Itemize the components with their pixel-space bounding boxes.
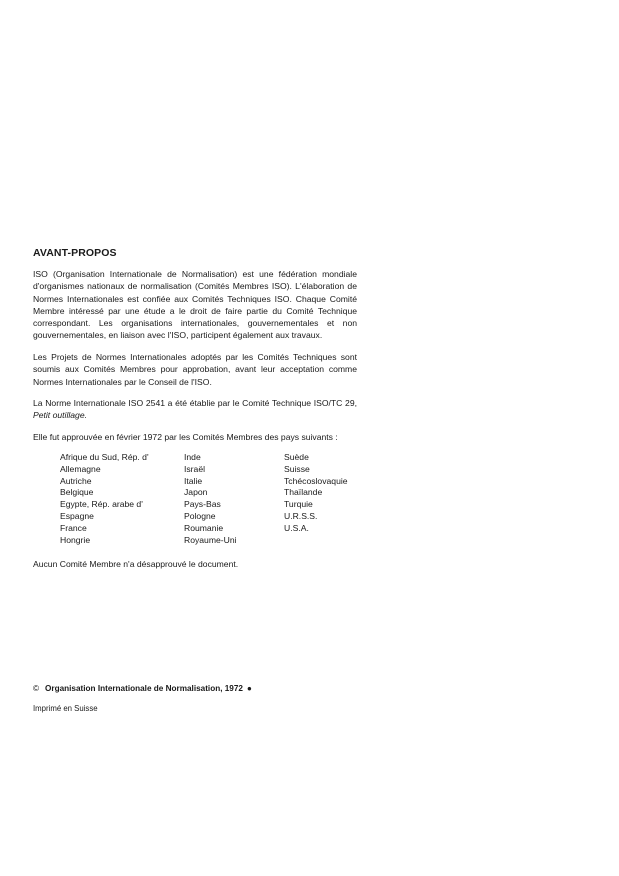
country-name: Italie	[184, 475, 203, 486]
standard-statement: La Norme Internationale ISO 2541 a été établie par le Comité Technique ISO/TC 29,	[33, 398, 357, 408]
foreword-paragraph-drafts: Les Projets de Normes Internationales adoptés par les Comités Techniques sont soumis aux Comités Membres pour approbation, avant leur acceptation comme Normes Internationales par le Conseil de l'ISO.	[33, 352, 357, 387]
country-name: Royaume-Uni	[184, 534, 237, 545]
countries-column-2	[184, 452, 237, 546]
copyright-symbol: ©	[33, 684, 40, 693]
country-name: U.S.A.	[284, 522, 309, 533]
country-name: Hongrie	[60, 534, 91, 545]
country-name: Autriche	[60, 475, 92, 486]
country-name: Egypte, Rép. arabe d'	[60, 499, 143, 510]
disapproval-paragraph: Aucun Comité Membre n'a désapprouvé le document.	[33, 559, 239, 569]
bullet-icon: ●	[246, 684, 252, 693]
printed-in-note: Imprimé en Suisse	[33, 704, 98, 713]
country-name: Turquie	[284, 499, 313, 510]
country-name: Espagne	[60, 510, 94, 521]
foreword-paragraph-standard	[33, 397, 357, 422]
country-name: Suisse	[284, 463, 310, 474]
countries-column-1	[60, 452, 149, 546]
country-name: Belgique	[60, 487, 94, 498]
country-name: U.R.S.S.	[284, 510, 318, 521]
copyright-text: Organisation Internationale de Normalisation, 1972	[45, 684, 243, 693]
countries-column-3	[284, 452, 348, 535]
country-name: Suède	[284, 452, 309, 462]
country-name: Roumanie	[184, 522, 224, 533]
section-heading: AVANT-PROPOS	[33, 247, 117, 259]
country-name: Israël	[184, 463, 206, 474]
country-name: Pays-Bas	[184, 499, 221, 510]
country-name: Thaïlande	[284, 487, 323, 498]
committee-title: Petit outillage.	[33, 410, 87, 421]
country-name: Allemagne	[60, 463, 101, 474]
approval-paragraph: Elle fut approuvée en février 1972 par les Comités Membres des pays suivants :	[33, 432, 338, 442]
copyright-line	[33, 684, 252, 693]
country-name: Japon	[184, 487, 208, 498]
country-name: Inde	[184, 452, 201, 462]
country-name: Afrique du Sud, Rép. d'	[60, 452, 149, 462]
foreword-paragraph-iso: ISO (Organisation Internationale de Normalisation) est une fédération mondiale d'organismes nationaux de normalisation (Comités Membres ISO). L'élaboration de Normes Internationales est confiée aux Comités Techniques ISO. Chaque Comité Membre intéressé par une étude a le droit de faire partie du Comité Technique correspondant. Les organisations internationales, gouvernementales et non gouvernementales, en liaison avec l'ISO, participent également aux travaux.	[33, 269, 357, 341]
member-countries-list	[60, 452, 360, 548]
country-name: Pologne	[184, 510, 216, 521]
country-name: France	[60, 522, 87, 533]
country-name: Tchécoslovaquie	[284, 475, 348, 486]
